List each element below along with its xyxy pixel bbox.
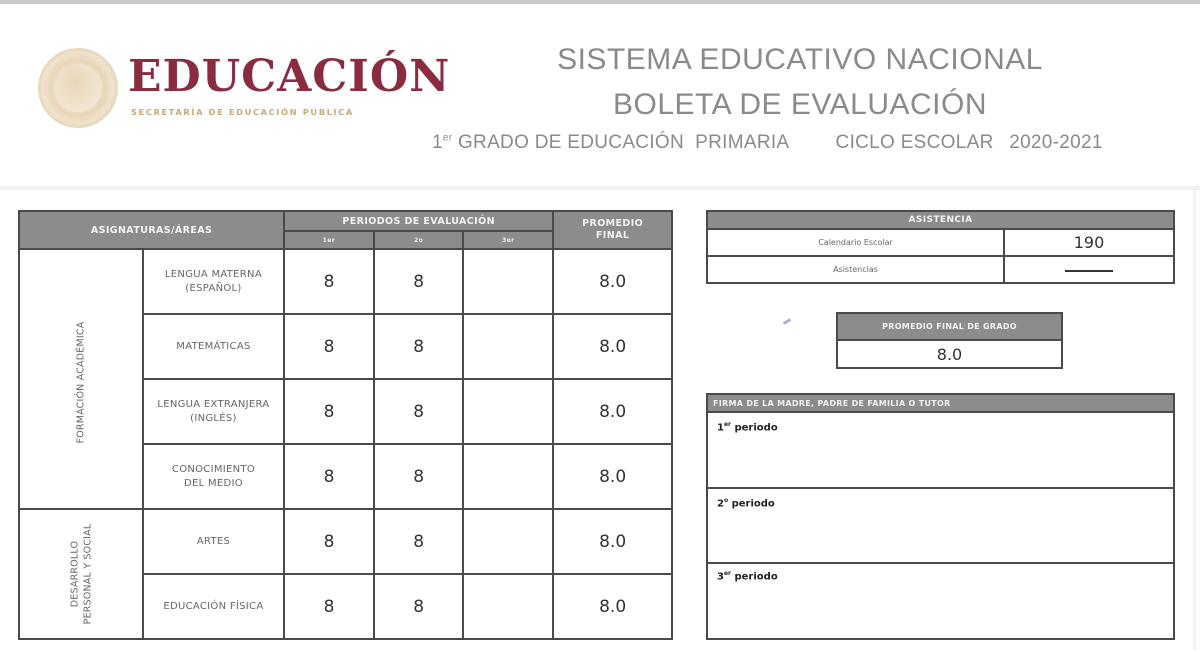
signature-period-3 <box>707 563 1174 639</box>
grade-p3 <box>463 379 553 444</box>
attendance-label: Asistencias <box>707 256 1004 283</box>
grade-p2: 8 <box>374 314 464 379</box>
subject-cell <box>143 249 284 314</box>
col-final-label: PROMEDIO FINAL <box>582 218 644 241</box>
subject-name: EDUCACIÓN FÍSICA <box>163 600 264 612</box>
area-label <box>68 524 94 625</box>
col-periods-header: PERIODOS DE EVALUACIÓN <box>284 211 553 231</box>
area-desarrollo-personal-social <box>19 509 143 639</box>
period-sup: o <box>723 497 729 504</box>
top-border <box>0 0 1200 4</box>
grade-p1: 8 <box>284 314 374 379</box>
header-separator <box>0 186 1200 190</box>
area-label: FORMACIÓN ACADÉMICA <box>75 321 87 443</box>
subject-name: ARTES <box>196 535 231 547</box>
period-label: periodo <box>734 571 778 583</box>
attendance-value-blank <box>1004 256 1174 283</box>
pen-mark <box>783 318 791 325</box>
grade-number: 1 <box>432 132 443 153</box>
logo-title: EDUCACIÓN <box>128 51 451 102</box>
subject-name: CONOCIMIENTO <box>171 463 255 475</box>
system-title: SISTEMA EDUCATIVO NACIONAL <box>557 43 1043 76</box>
grade-p2: 8 <box>374 509 464 574</box>
grade-p2: 8 <box>374 574 464 639</box>
signature-period-2 <box>707 488 1174 563</box>
grade-p1: 8 <box>284 444 374 509</box>
grade-final: 8.0 <box>553 314 672 379</box>
grade-p3 <box>463 509 553 574</box>
area-label-line2: PERSONAL Y SOCIAL <box>81 523 93 625</box>
grade-p3 <box>463 574 553 639</box>
attendance-table <box>706 210 1175 284</box>
grade-final: 8.0 <box>553 249 672 314</box>
attendance-row <box>707 256 1174 283</box>
grade-final: 8.0 <box>553 574 672 639</box>
grade-final: 8.0 <box>553 444 672 509</box>
period-num: 1 <box>717 422 724 434</box>
subject-name-2: (ESPAÑOL) <box>185 282 242 294</box>
subject-cell <box>143 379 284 444</box>
emblem-eagle-icon <box>52 62 104 114</box>
subject-cell <box>143 574 284 639</box>
grade-p3 <box>463 314 553 379</box>
grade-p3 <box>463 249 553 314</box>
col-subjects-header: ASIGNATURAS/ÁREAS <box>19 211 284 249</box>
subject-name: MATEMÁTICAS <box>176 340 251 352</box>
subject-name-2: (INGLÉS) <box>190 412 237 424</box>
subject-cell <box>143 314 284 379</box>
subject-cell <box>143 444 284 509</box>
period-label: periodo <box>731 498 775 510</box>
final-grade-value: 8.0 <box>837 340 1062 368</box>
grade-suffix: er <box>442 132 453 144</box>
grade-p1: 8 <box>284 509 374 574</box>
subject-cell <box>143 509 284 574</box>
grade-final: 8.0 <box>553 509 672 574</box>
attendance-value: 190 <box>1004 229 1174 256</box>
grade-cycle-line <box>432 132 1103 154</box>
grade-p1: 8 <box>284 249 374 314</box>
signature-title: FIRMA DE LA MADRE, PADRE DE FAMILIA O TUTOR <box>707 394 1174 412</box>
grade-p2: 8 <box>374 379 464 444</box>
grade-final: 8.0 <box>553 379 672 444</box>
grade-p1: 8 <box>284 379 374 444</box>
table-row <box>19 509 672 574</box>
period-label: periodo <box>734 422 778 434</box>
grade-p2: 8 <box>374 249 464 314</box>
area-formacion-academica <box>19 249 143 509</box>
logo-subtitle: SECRETARÍA DE EDUCACIÓN PÚBLICA <box>131 107 354 117</box>
attendance-label: Calendario Escolar <box>707 229 1004 256</box>
cycle-value: 2020-2021 <box>1009 132 1103 153</box>
area-label-line1: DESARROLLO <box>68 540 80 608</box>
period-1-header: 1er <box>284 231 374 249</box>
blank-line <box>1065 270 1113 272</box>
period-3-header: 3er <box>463 231 553 249</box>
subject-name: LENGUA EXTRANJERA <box>157 398 270 410</box>
signature-period-1 <box>707 412 1174 488</box>
period-num: 3 <box>717 571 724 583</box>
grade-p1: 8 <box>284 574 374 639</box>
grades-table <box>18 210 673 640</box>
period-num: 2 <box>717 498 724 510</box>
page-edge <box>1193 190 1196 650</box>
mexico-coat-of-arms-icon <box>38 48 118 128</box>
grade-p2: 8 <box>374 444 464 509</box>
col-final-header <box>553 211 672 249</box>
subject-name: LENGUA MATERNA <box>164 268 262 280</box>
cycle-label: CICLO ESCOLAR <box>835 132 994 153</box>
period-sup: er <box>723 421 731 428</box>
period-2-header: 2o <box>374 231 464 249</box>
attendance-row <box>707 229 1174 256</box>
grade-p3 <box>463 444 553 509</box>
period-sup: er <box>723 570 731 577</box>
final-grade-table <box>836 312 1063 369</box>
signature-table <box>706 393 1175 640</box>
attendance-title: ASISTENCIA <box>707 211 1174 229</box>
grade-text: GRADO DE EDUCACIÓN PRIMARIA <box>457 132 789 153</box>
subject-name-2: DEL MEDIO <box>183 477 243 489</box>
document-title: BOLETA DE EVALUACIÓN <box>613 88 987 121</box>
final-grade-title: PROMEDIO FINAL DE GRADO <box>837 313 1062 340</box>
table-row <box>19 249 672 314</box>
